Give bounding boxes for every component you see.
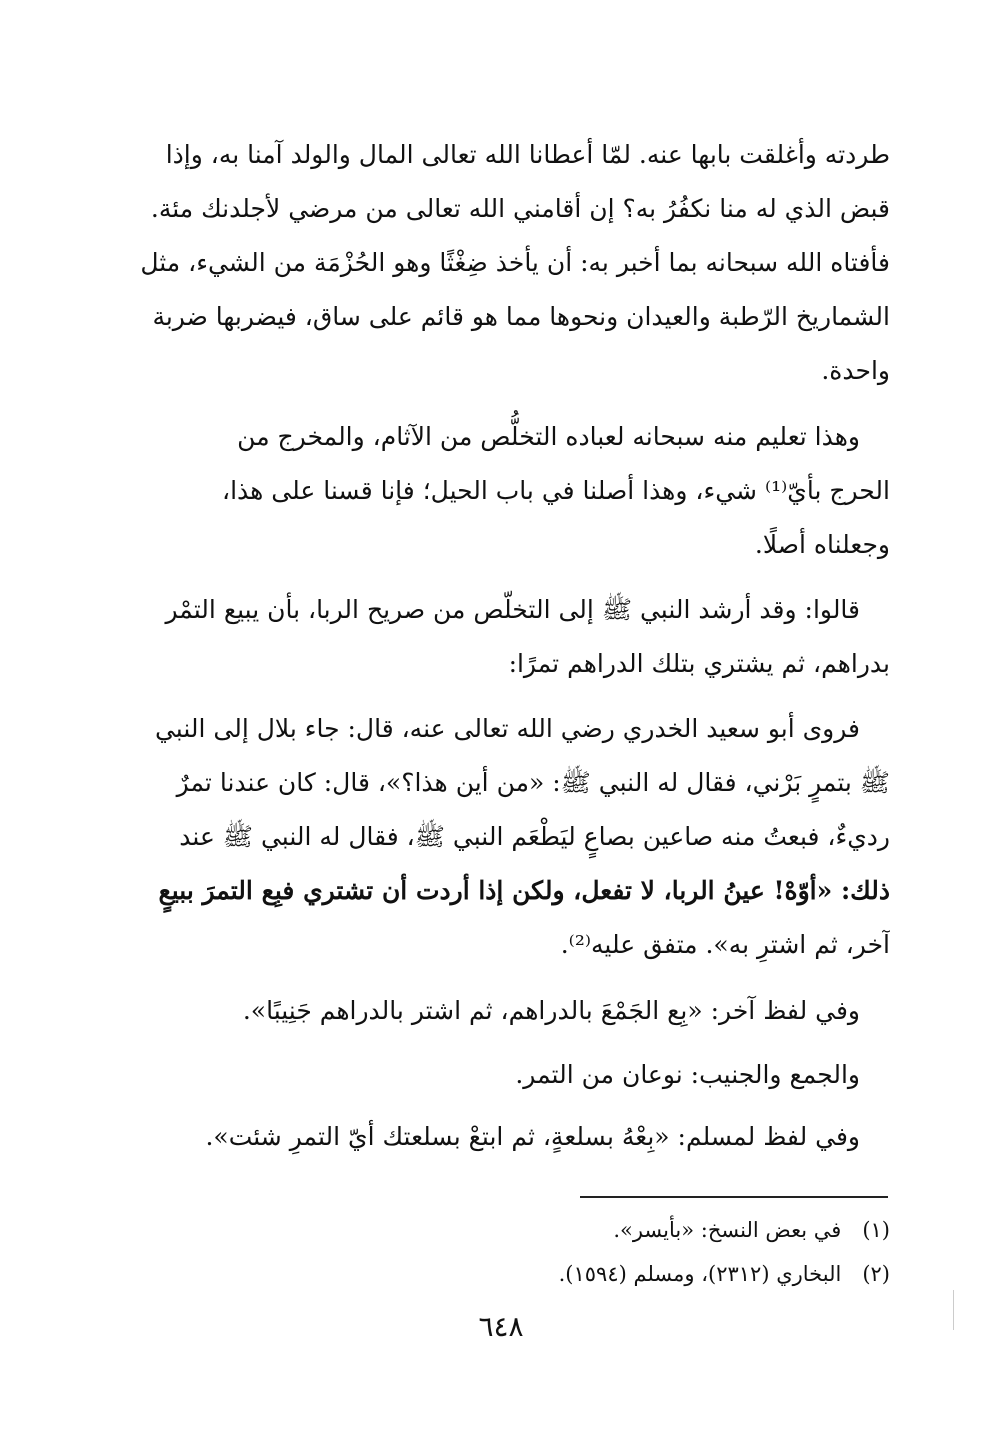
paragraph-line: وفي لفظ آخر: «بِع الجَمْعَ بالدراهم، ثم اشتر بالدراهم جَنِيبًا». [242,996,860,1025]
paragraph-line: الشماريخ الرّطبة والعيدان ونحوها مما هو قائم على ساق، فيضربها ضربة [152,302,890,331]
paragraph-1 [105,128,890,398]
paragraph-line: طردته وأغلقت بابها عنه. لمّا أعطانا الله تعالى المال والولد آمنا به، وإذا [165,140,890,169]
footnote-number: (١) [862,1218,890,1242]
paragraph-line: قالوا: وقد أرشد النبي ﷺ إلى التخلّص من صريح الربا، بأن يبيع التمْر [165,595,860,624]
paragraph-7 [105,1110,890,1164]
paragraph-line: الحرج بأيّ⁽¹⁾ شيء، وهذا أصلنا في باب الحيل؛ فإنا قسنا على هذا، [222,476,890,505]
footnote-number: (٢) [862,1262,890,1286]
paragraph-line: آخر، ثم اشترِ به». متفق عليه⁽²⁾. [560,930,890,959]
paragraph-line: فأفتاه الله سبحانه بما أخبر به: أن يأخذ ضِغْثًا وهو الحُزْمَة من الشيء، مثل [140,248,890,277]
paragraph-line: وجعلناه أصلًا. [754,530,890,559]
paragraph-line: واحدة. [821,356,890,385]
footnotes [500,1208,890,1296]
paragraph-line: فروى أبو سعيد الخدري رضي الله تعالى عنه، قال: جاء بلال إلى النبي [154,714,860,743]
paragraph-line: ذلك: «أوّهْ! عينُ الربا، لا تفعل، ولكن إذا أردت أن تشتري فبِع التمرَ ببيعٍ [158,876,890,905]
footnote-text: البخاري (٢٣١٢)، ومسلم (١٥٩٤). [558,1262,842,1286]
footnote-2 [500,1252,890,1296]
paragraph-line: قبض الذي له منا نكفُرُ به؟ إن أقامني الله تعالى من مرضي لأجلدنك مئة. [150,194,890,223]
paragraph-line: وهذا تعليم منه سبحانه لعباده التخلُّص من الآثام، والمخرج من [237,422,860,451]
paragraph-line: رديءٌ، فبعتُ منه صاعين بصاعٍ ليَطْعَم النبي ﷺ، فقال له النبي ﷺ عند [179,822,890,851]
paragraph-5 [105,984,890,1038]
footnote-1 [500,1208,890,1252]
paragraph-2 [105,410,890,572]
paragraph-line: وفي لفظ لمسلم: «بِعْهُ بسلعةٍ، ثم ابتعْ بسلعتك أيّ التمرِ شئت». [205,1122,860,1151]
paragraph-6 [105,1048,890,1102]
page-number: ٦٤٨ [478,1310,524,1343]
paragraph-line: بدراهم، ثم يشتري بتلك الدراهم تمرًا: [508,649,890,678]
scan-edge-mark [953,1290,954,1330]
paragraph-line: والجمع والجنيب: نوعان من التمر. [515,1060,860,1089]
paragraph-line: ﷺ بتمرٍ بَرْني، فقال له النبي ﷺ: «من أين هذا؟»، قال: كان عندنا تمرٌ [176,768,890,797]
paragraph-4 [105,702,890,972]
footnote-text: في بعض النسخ: «بأيسر». [613,1218,842,1242]
paragraph-3 [105,583,890,691]
footnote-divider [580,1196,888,1198]
